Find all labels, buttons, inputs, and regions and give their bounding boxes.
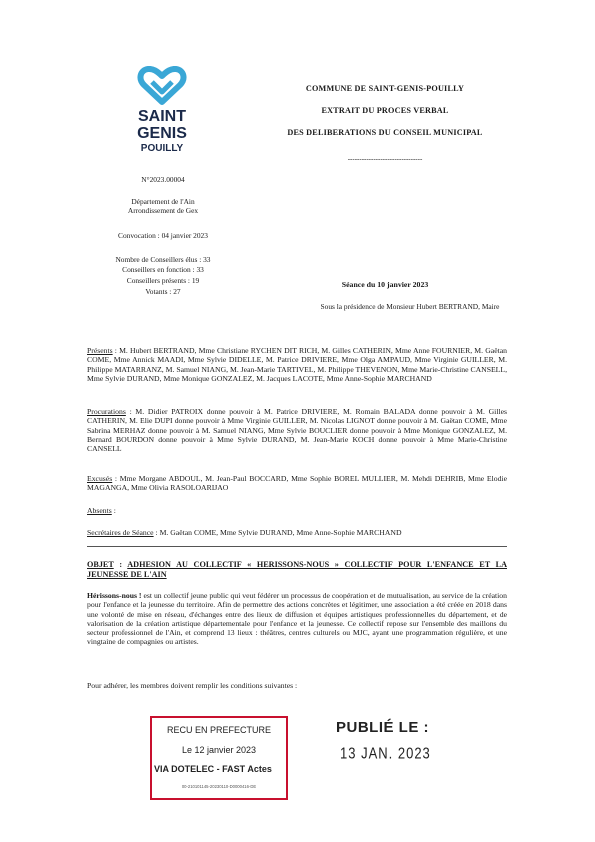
header-separator: -------------------------------- — [347, 155, 423, 163]
section-divider — [87, 546, 507, 547]
body-paragraph-1 — [87, 591, 507, 647]
procurations-label: Procurations — [87, 407, 126, 416]
body-para1: est un collectif jeune public qui veut fédérer un processus de coopération et de mutualisation, au service de la création pour l'enfance et la jeunesse du territoire. Afin de permettre des actions concrètes et légitimer, une association a été créée en 2018 dans une volonté de mise en réseau, d'échanges entre des lieux de diffusion et équipes artistiques professionnelles du département, et de valorisation de la création artistique départementale pour l'enfance et la jeunesse. Ce collectif repose sur l'ensemble des maillons du secteur professionnel de l'Ain, et comprend 13 lieux : théâtres, centres culturels ou MJC, ayant une programmation régulière, et une vingtaine de compagnies ou artistes. — [87, 591, 507, 647]
procurations-paragraph — [87, 407, 507, 453]
votants: Votants : 27 — [145, 287, 181, 296]
secretaires-label: Secrétaires de Séance — [87, 528, 154, 537]
logo-line-2: GENIS — [137, 125, 187, 142]
excuses-text: : Mme Morgane ABDOUL, M. Jean-Paul BOCCARD, Mme Sophie BOREL MULLIER, M. Mehdi DEHRIB, Mme Elodie MAGANGA, Mme Olivia RASOLOARIJAO — [87, 474, 507, 493]
body-paragraph-2: Pour adhérer, les membres doivent remplir les conditions suivantes : — [87, 681, 298, 690]
logo — [126, 66, 198, 158]
stamp-line-1: RECU EN PREFECTURE — [166, 725, 271, 735]
procurations-text: : M. Didier PATROIX donne pouvoir à M. Patrice DRIVIERE, M. Romain BALADA donne pouvoir à M. Gilles CATHERIN, M. Elie DUPI donne pouvoir à Mme Virginie GUILLER, M. Nicolas LIGNOT donne pouvoir à M. Gaëtan COME, Mme Sabrina MERHAZ donne pouvoir à M. Samuel NIANG, Mme Sylvie BOUCLIER donne pouvoir à Mme Monique GONZALEZ, M. Bernard BOURDON donne pouvoir à Mme Sylvie DURAND, M. Jean-Marie KOCH donne pouvoir à Mme Marie-Christine CANSELL — [87, 407, 507, 454]
convocation: Convocation : 04 janvier 2023 — [118, 231, 208, 240]
seance-presidence: Sous la présidence de Monsieur Hubert BERTRAND, Maire — [320, 302, 500, 311]
header-extrait: EXTRAIT DU PROCES VERBAL — [321, 106, 449, 115]
conseillers-elus: Nombre de Conseillers élus : 33 — [115, 255, 211, 264]
secretaires-paragraph — [87, 528, 507, 537]
objet-label: OBJET — [87, 560, 114, 569]
absents-label: Absents — [87, 506, 112, 515]
deliberation-number: N°2023.00004 — [141, 175, 185, 184]
prefecture-stamp — [150, 716, 288, 800]
objet-sep: : — [113, 560, 128, 569]
seance-date: Séance du 10 janvier 2023 — [341, 280, 429, 289]
objet-heading — [87, 560, 507, 580]
header-commune: COMMUNE DE SAINT-GENIS-POUILLY — [305, 84, 465, 93]
absents-paragraph — [87, 506, 507, 515]
stamp-line-4: 00-210101145-20230110-D0000416-DE — [181, 784, 257, 789]
logo-line-3: POUILLY — [140, 143, 184, 154]
arrondissement: Arrondissement de Gex — [127, 206, 199, 215]
excuses-label: Excusés — [87, 474, 113, 483]
publie-label: PUBLIÉ LE : — [336, 719, 430, 736]
logo-line-1: SAINT — [138, 108, 186, 125]
stamp-line-3: VIA DOTELEC - FAST Actes — [154, 764, 272, 774]
presents-paragraph — [87, 346, 507, 383]
stamp-line-2: Le 12 janvier 2023 — [181, 745, 257, 755]
objet-title: ADHESION AU COLLECTIF « HERISSONS-NOUS » COLLECTIF POUR L'ENFANCE ET LA JEUNESSE DE L'AIN — [87, 560, 508, 579]
presents-label: Présents — [87, 346, 113, 355]
secretaires-text: : M. Gaëtan COME, Mme Sylvie DURAND, Mme Anne-Sophie MARCHAND — [153, 528, 402, 537]
header-deliberations: DES DELIBERATIONS DU CONSEIL MUNICIPAL — [287, 128, 483, 137]
departement: Département de l'Ain — [131, 197, 195, 206]
body-lead: Hérissons-nous ! — [87, 591, 142, 600]
presents-text: : M. Hubert BERTRAND, Mme Christiane RYCHEN DIT RICH, M. Gilles CATHERIN, Mme Anne FOURNIER, M. Gaëtan COME, Mme Annick MAADI, Mme Sylvie DIDELLE, M. Patrice DRIVIERE, Mme Olga AMPAUD, Mme Virginie GUILLER, M. Philippe MATARRANZ, M. Samuel NIANG, M. Jean-Marie TARTIVEL, M. Philippe THEVENON, Mme Marie-Christine CANSELL, Mme Sylvie DURAND, Mme Monique GONZALEZ, M. Jacques LACOTE, Mme Anne-Sophie MARCHAND — [87, 346, 507, 383]
heart-logo-icon — [136, 66, 188, 106]
conseillers-presents: Conseillers présents : 19 — [126, 276, 200, 285]
publie-date: 13 JAN. 2023 — [340, 744, 431, 762]
excuses-paragraph — [87, 474, 507, 493]
absents-text: : — [111, 506, 116, 515]
conseillers-fonction: Conseillers en fonction : 33 — [122, 265, 204, 274]
